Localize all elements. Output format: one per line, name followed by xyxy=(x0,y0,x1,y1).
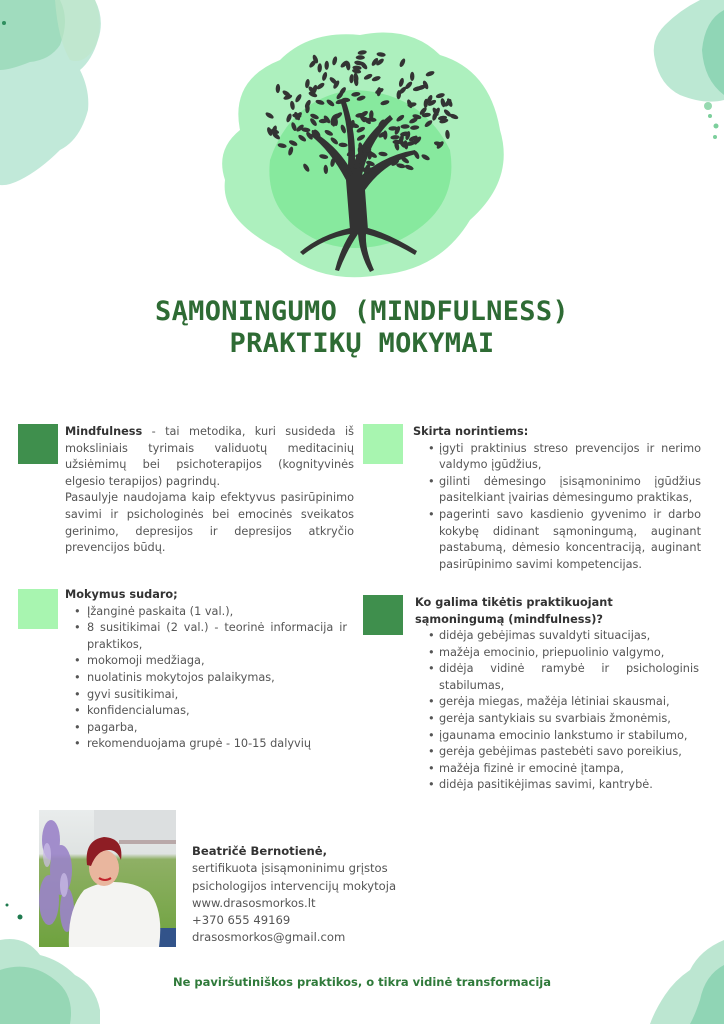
email-link[interactable]: drasosmorkos@gmail.com xyxy=(192,930,346,945)
section-marker-light xyxy=(363,424,403,464)
about-section xyxy=(65,424,354,557)
instructor-portrait-photo xyxy=(39,810,176,947)
instructor-role-line-1: sertifikuota įsisąmoninimu grįstos xyxy=(192,861,388,876)
watercolor-splash-top-right xyxy=(620,0,724,150)
audience-list xyxy=(427,441,701,574)
benefits-section xyxy=(415,594,699,794)
audience-heading: Skirta norintiems: xyxy=(413,425,529,438)
contents-section xyxy=(65,587,347,753)
tree-leaf xyxy=(356,55,365,59)
list-item: • pagerinti savo kasdienio gyvenimo ir darbo kokybę didinant sąmoningumą, auginant pastabumą, dėmesio koncentraciją, auginant pasirūpinimo savimi kompetencijas. xyxy=(427,507,701,573)
list-item: • didėja pasitikėjimas savimi, kantrybė. xyxy=(427,777,699,794)
list-item: • gyvi susitikimai, xyxy=(73,687,347,704)
benefits-heading: Ko galima tikėtis praktikuojant sąmoningumą (mindfulness)? xyxy=(415,596,613,626)
list-item: • gerėja miegas, mažėja lėtiniai skausmai, xyxy=(427,694,699,711)
list-item: • įgaunama emocinio lankstumo ir stabilumo, xyxy=(427,728,699,745)
list-item: • gilinti dėmesingo įsisąmoninimo įgūdžius pasitelkiant įvairias dėmesingumo praktikas, xyxy=(427,474,701,507)
watercolor-splash-top-left xyxy=(0,0,120,200)
page-title xyxy=(0,296,724,360)
title-line-1: SĄMONINGUMO (MINDFULNESS) xyxy=(155,296,569,327)
list-item: • 8 susitikimai (2 val.) - teorinė informacija ir praktikos, xyxy=(73,620,347,653)
list-item: • nuolatinis mokytojos palaikymas, xyxy=(73,670,347,687)
title-line-2: PRAKTIKŲ MOKYMAI xyxy=(229,328,495,359)
list-item: • gerėja gebėjimas pastebėti savo poreikius, xyxy=(427,744,699,761)
list-item: • Įžanginė paskaita (1 val.), xyxy=(73,604,347,621)
about-usage: Pasaulyje naudojama kaip efektyvus pasirūpinimo savimi ir psichologinės bei emocinės sveikatos gerinimo, depresijos ir depresijos atkryčio prevencijos būdų. xyxy=(65,491,354,555)
instructor-name: Beatričė Bernotienė, xyxy=(192,844,328,858)
list-item: • rekomenduojama grupė - 10-15 dalyvių xyxy=(73,736,347,753)
list-item: • didėja gebėjimas suvaldyti situacijas, xyxy=(427,628,699,645)
list-item: • konfidencialumas, xyxy=(73,703,347,720)
contents-heading: Mokymus sudaro; xyxy=(65,588,178,601)
about-term: Mindfulness xyxy=(65,425,143,438)
audience-section xyxy=(413,424,701,573)
instructor-role-line-2: psichologijos intervencijų mokytoja xyxy=(192,878,397,893)
section-marker-dark xyxy=(363,595,403,635)
contact-info xyxy=(192,843,396,947)
section-marker-light xyxy=(18,589,58,629)
list-item: • mažėja emocinio, priepuolinio valgymo, xyxy=(427,645,699,662)
list-item: • gerėja santykiais su svarbiais žmonėmis, xyxy=(427,711,699,728)
list-item: • mažėja fizinė ir emocinė įtampa, xyxy=(427,761,699,778)
tagline: Ne paviršutiniškos praktikos, o tikra vidinė transformacija xyxy=(172,975,552,989)
list-item: • pagarba, xyxy=(73,720,347,737)
list-item: • mokomoji medžiaga, xyxy=(73,653,347,670)
list-item: • didėja vidinė ramybė ir psichologinis stabilumas, xyxy=(427,661,699,694)
about-definition: Mindfulness - tai metodika, kuri susideda iš moksliniais tyrimais validuotų meditacinių užsiėmimų bei psichoterapijos (kognityvinės elgesio terapijos) pagrindų. xyxy=(65,425,354,488)
tree-of-life-icon xyxy=(200,20,520,290)
benefits-list xyxy=(427,628,699,794)
section-marker-dark xyxy=(18,424,58,464)
contents-list xyxy=(73,604,347,753)
phone-number[interactable]: +370 655 49169 xyxy=(192,913,291,928)
list-item: • įgyti praktinius streso prevencijos ir nerimo valdymo įgūdžius, xyxy=(427,441,701,474)
watercolor-splash-bottom-right xyxy=(620,920,724,1024)
website-link[interactable]: www.drasosmorkos.lt xyxy=(192,895,316,910)
